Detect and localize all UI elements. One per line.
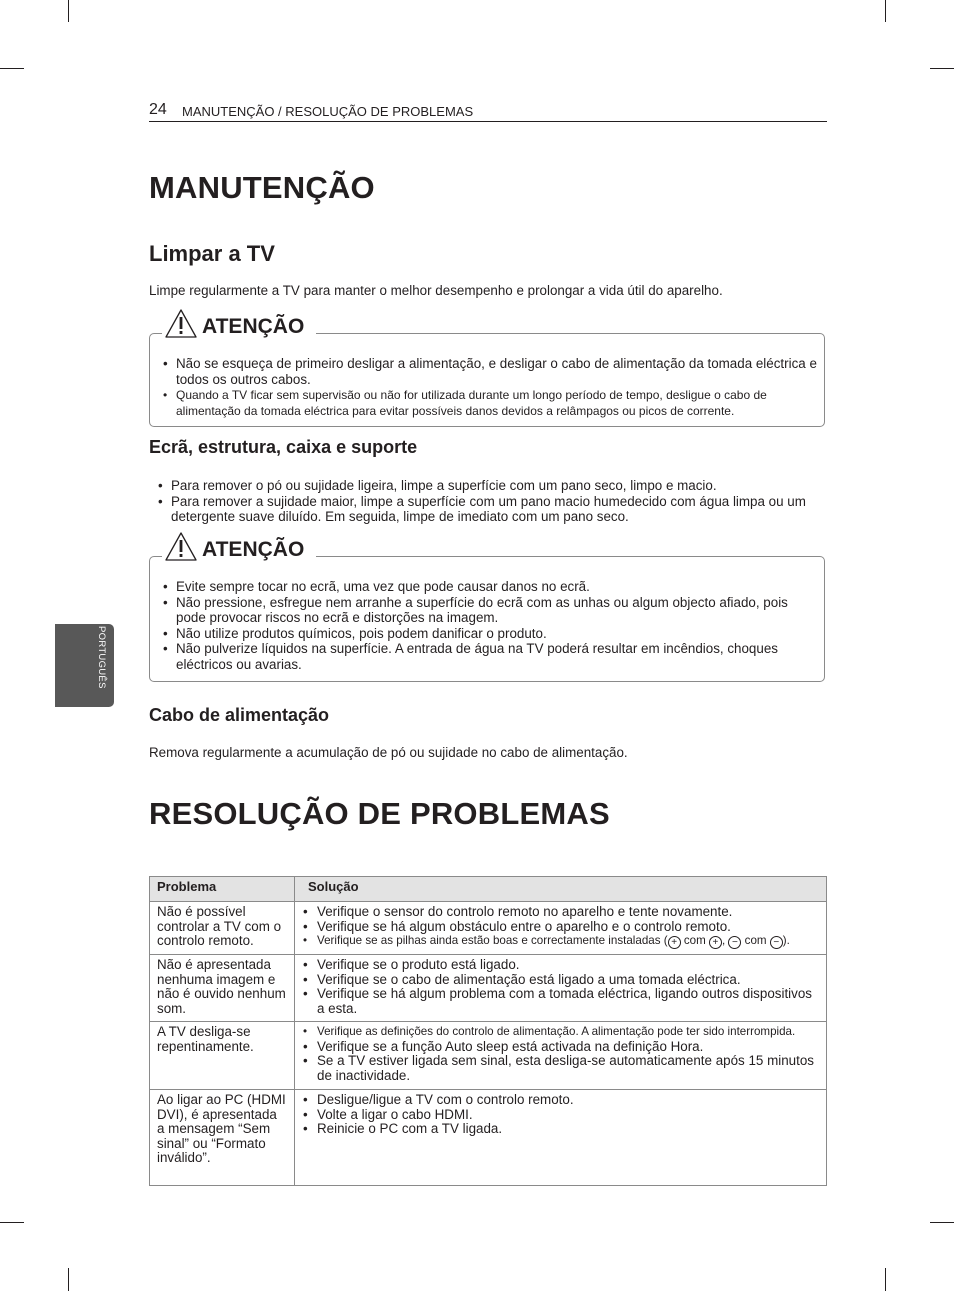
list-item: • Se a TV estiver ligada sem sinal, esta desliga-se automaticamente após 15 minutos de inactividade.: [303, 1054, 818, 1083]
battery-check-text: Verifique se as pilhas ainda estão boas e correctamente instaladas (: [317, 934, 668, 947]
problem-cell: A TV desliga-se repentinamente.: [150, 1022, 295, 1090]
list-item: [303, 934, 818, 949]
caution-title: ATENÇÃO: [202, 538, 305, 561]
crop-mark: [930, 1222, 954, 1223]
list-item: • Para remover a sujidade maior, limpe a superfície com um pano macio humedecido com água limpa ou um detergente suave diluído. Em seguida, limpe de imediato com um pano seco.: [158, 494, 826, 525]
problem-cell: Não é possível controlar a TV com o controlo remoto.: [150, 902, 295, 955]
crop-mark: [885, 0, 886, 22]
crop-mark: [930, 68, 954, 69]
screen-cleaning-list: [158, 478, 826, 525]
caution-header: [162, 531, 316, 562]
caution-list: [163, 356, 818, 419]
crop-mark: [0, 1222, 24, 1223]
caution-list: [163, 579, 803, 672]
minus-terminal-icon: −: [770, 936, 783, 949]
crop-mark: [885, 1268, 886, 1291]
problem-cell: Não é apresentada nenhuma imagem e não é ouvido nenhum som.: [150, 955, 295, 1022]
list-item: • Para remover o pó ou sujidade ligeira, limpe a superfície com um pano seco, limpo e macio.: [158, 478, 826, 494]
table-header-row: [150, 877, 827, 902]
solution-cell: [295, 955, 827, 1022]
battery-check-separator: ,: [721, 934, 729, 947]
crop-mark: [0, 68, 24, 69]
list-item: • Reinicie o PC com a TV ligada.: [303, 1122, 818, 1137]
plus-battery-icon: +: [668, 936, 681, 949]
section-title-troubleshooting: RESOLUÇÃO DE PROBLEMAS: [149, 796, 610, 831]
table-row: [150, 1090, 827, 1186]
table-row: [150, 1022, 827, 1090]
table-row: [150, 902, 827, 955]
battery-check-com: com: [741, 934, 770, 947]
caution-title: ATENÇÃO: [202, 315, 305, 338]
list-item: • Não utilize produtos químicos, pois podem danificar o produto.: [163, 626, 803, 642]
column-header-solution: Solução: [295, 877, 827, 902]
solution-list: [303, 905, 818, 949]
plus-terminal-icon: +: [709, 936, 722, 949]
list-item: • Evite sempre tocar no ecrã, uma vez que pode causar danos no ecrã.: [163, 579, 803, 595]
list-item: • Verifique se a função Auto sleep está activada na definição Hora.: [303, 1040, 818, 1055]
problem-cell: Ao ligar ao PC (HDMI DVI), é apresentada a mensagem “Sem sinal” ou “Formato inválido”.: [150, 1090, 295, 1186]
heading-screen-frame: Ecrã, estrutura, caixa e suporte: [149, 437, 418, 457]
solution-cell: [295, 1090, 827, 1186]
list-item: • Verifique se há algum problema com a tomada eléctrica, ligando outros dispositivos a esta.: [303, 987, 818, 1016]
list-item: • Verifique se há algum obstáculo entre o aparelho e o controlo remoto.: [303, 920, 818, 935]
list-item: • Volte a ligar o cabo HDMI.: [303, 1108, 818, 1123]
table-row: [150, 955, 827, 1022]
caution-box: [149, 538, 825, 682]
solution-list: [303, 958, 818, 1016]
heading-power-cord: Cabo de alimentação: [149, 705, 330, 725]
solution-list: [303, 1025, 818, 1083]
solution-list: [303, 1093, 818, 1137]
solution-cell: [295, 1022, 827, 1090]
language-side-tab-label: PORTUGUÊS: [96, 626, 107, 689]
header-rule: [149, 121, 827, 122]
list-item: • Não se esqueça de primeiro desligar a alimentação, e desligar o cabo de alimentação da tomada eléctrica e todos os outros cabos.: [163, 356, 818, 387]
running-title: MANUTENÇÃO / RESOLUÇÃO DE PROBLEMAS: [182, 104, 474, 119]
list-item: • Verifique se o cabo de alimentação está ligado a uma tomada eléctrica.: [303, 973, 818, 988]
column-header-problem: Problema: [150, 877, 295, 902]
solution-cell: [295, 902, 827, 955]
list-item: • Quando a TV ficar sem supervisão ou não for utilizada durante um longo período de tempo, desligue o cabo de alimentação da tomada eléctrica para evitar possíveis danos devidos a relâmpagos ou picos de corrente.: [163, 387, 818, 419]
clean-tv-intro: Limpe regularmente a TV para manter o melhor desempenho e prolongar a vida útil do aparelho.: [149, 283, 723, 298]
list-item: • Verifique se o produto está ligado.: [303, 958, 818, 973]
crop-mark: [68, 0, 69, 22]
list-item: • Desligue/ligue a TV com o controlo remoto.: [303, 1093, 818, 1108]
warning-triangle-icon: [164, 531, 198, 562]
troubleshooting-table: [149, 876, 827, 1186]
crop-mark: [68, 1268, 69, 1291]
power-cord-text: Remova regularmente a acumulação de pó ou sujidade no cabo de alimentação.: [149, 745, 628, 760]
list-item: • Verifique o sensor do controlo remoto no aparelho e tente novamente.: [303, 905, 818, 920]
caution-box: [149, 315, 825, 427]
list-item: • Não pressione, esfregue nem arranhe a superfície do ecrã com as unhas ou algum objecto afiado, pois pode provocar riscos no ecrã e distorções na imagem.: [163, 595, 803, 626]
section-title-maintenance: MANUTENÇÃO: [149, 170, 375, 205]
battery-check-com: com: [680, 934, 709, 947]
list-item: • Não pulverize líquidos na superfície. A entrada de água na TV poderá resultar em incêndios, choques eléctricos ou avarias.: [163, 641, 803, 672]
minus-battery-icon: −: [728, 936, 741, 949]
heading-clean-tv: Limpar a TV: [149, 241, 275, 266]
warning-triangle-icon: [164, 308, 198, 339]
list-item: • Verifique as definições do controlo de alimentação. A alimentação pode ter sido interrompida.: [303, 1025, 818, 1040]
caution-header: [162, 308, 316, 339]
page-number: 24: [149, 101, 167, 118]
battery-check-end: ).: [782, 934, 790, 947]
